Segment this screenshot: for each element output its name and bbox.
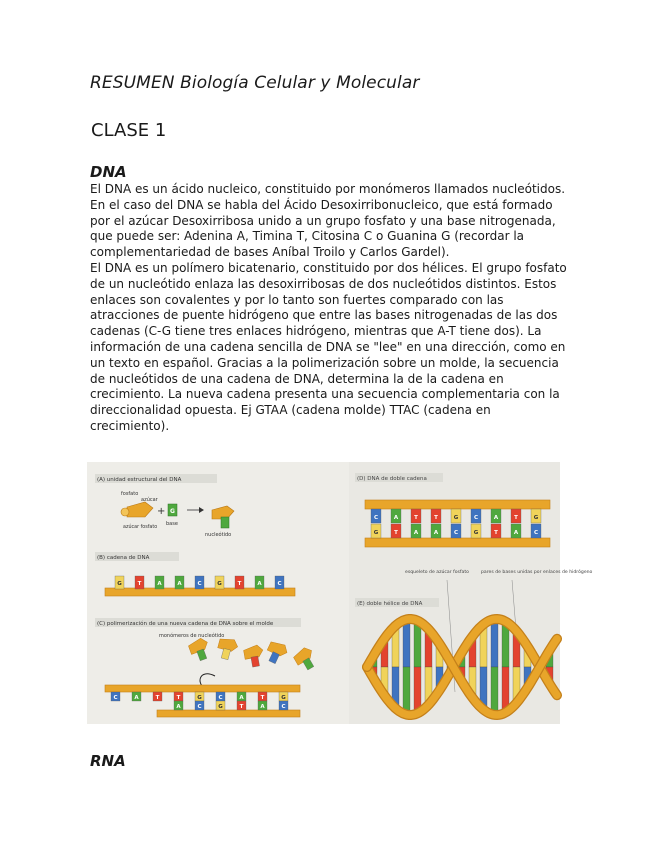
base-letter: T [137, 581, 142, 587]
base-letter: C [277, 581, 282, 587]
document-title: RESUMEN Biología Celular y Molecular [90, 73, 420, 93]
base-letter: C [113, 695, 118, 701]
nucleotide-base [221, 517, 229, 528]
base-letter: G [117, 581, 122, 587]
base-letter: A [493, 515, 499, 521]
paragraph-line: cadenas (C-G tiene tres enlaces hidrógeno, mientras que A-T tiene dos). La [90, 324, 542, 339]
bottom-backbone [365, 538, 550, 547]
base-letter: T [176, 695, 181, 701]
base-letter: G [218, 704, 223, 710]
paragraph-line: un texto en español. Gracias a la polimerización sobre un molde, la secuencia [90, 355, 559, 370]
base-letter: A [260, 704, 265, 710]
base-letter: T [494, 530, 498, 536]
esqueleto-label: esqueleto de azúcar fosfato [405, 570, 469, 575]
panel-e-label: (E) doble hélice de DNA [357, 601, 423, 607]
base-letter: G [473, 530, 479, 536]
paragraph-line: complementariedad de bases Aníbal Troilo y Carlos Gardel). [90, 245, 450, 260]
nucleotido-label: nucleótido [205, 532, 232, 538]
base-label: base [166, 521, 178, 527]
panel-a-label: (A) unidad estructural del DNA [97, 477, 182, 483]
strand-backbone [105, 588, 295, 596]
paragraph-line: por el azúcar Desoxirribosa unido a un grupo fosfato y una base nitrogenada, [90, 213, 556, 228]
base-letter: A [239, 695, 244, 701]
base-letter: C [197, 704, 202, 710]
base-letter: T [260, 695, 265, 701]
base-letter: C [533, 530, 539, 536]
base-letter: A [413, 530, 419, 536]
plus-sign: + [157, 506, 166, 517]
panel-c-label: (C) polimerización de una nueva cadena de DNA sobre el molde [97, 621, 274, 627]
base-letter: G [281, 695, 286, 701]
base-letter: G [373, 530, 379, 536]
base-letter: G [533, 515, 539, 521]
helix-base-lower [403, 667, 410, 714]
base-letter: A [134, 695, 139, 701]
base-letter: C [473, 515, 479, 521]
top-backbone [365, 500, 550, 509]
paragraph-line: crecimiento. La nueva cadena presenta una secuencia complementaria con la [90, 387, 560, 402]
fosfato-label: fosfato [121, 491, 139, 497]
pares-label: pares de bases unidas por enlaces de hidrógeno [481, 570, 593, 575]
azucar-fosfato-label: azúcar fosfato [123, 525, 158, 530]
azucar-label: azúcar [141, 497, 158, 503]
panel-b-label: (B) cadena de DNA [97, 555, 150, 561]
base-letter: G [453, 515, 459, 521]
dna-paragraph [90, 182, 565, 435]
template-backbone [105, 685, 300, 692]
base-letter: T [394, 530, 398, 536]
helix-base-upper [403, 620, 410, 667]
paragraph-line: crecimiento). [90, 418, 170, 433]
monomeros-label: monómeros de nucleótido [159, 633, 225, 639]
base-letter: T [155, 695, 160, 701]
paragraph-line: En el caso del DNA se habla del Ácido Desoxirribonucleico, que está formado [90, 197, 553, 212]
paragraph-line: enlaces son covalentes y por lo tanto son fuertes comparado con las [90, 292, 504, 307]
helix-base-lower [491, 667, 498, 715]
base-letter: T [434, 515, 438, 521]
base-letter: A [157, 581, 162, 587]
base-letter: A [513, 530, 519, 536]
base-letter: A [393, 515, 399, 521]
dna-figure-svg [87, 462, 593, 724]
helix-base-upper [491, 619, 498, 667]
base-letter: A [257, 581, 262, 587]
dna-structure-figure [87, 462, 593, 724]
monomer-base [251, 656, 260, 667]
paragraph-line: de un nucleótido enlaza las desoxirribosas de dos nucleótidos distintos. Estos [90, 276, 557, 291]
base-letter: C [453, 530, 459, 536]
base-letter: C [281, 704, 286, 710]
base-letter: C [218, 695, 223, 701]
dna-subheading: DNA [90, 163, 127, 181]
base-letter: T [239, 704, 244, 710]
base-letter: A [433, 530, 439, 536]
base-letter: T [514, 515, 518, 521]
base-letter: T [414, 515, 418, 521]
base-letter: A [177, 581, 182, 587]
paragraph-line: información de una cadena sencilla de DNA se "lee" en una dirección, como en [90, 339, 566, 354]
base-letter: C [373, 515, 379, 521]
base-letter: G [170, 508, 175, 515]
growing-backbone [157, 710, 300, 717]
paragraph-line: de nucleótidos de una cadena de DNA, determina la de la cadena en [90, 371, 504, 386]
paragraph-line: direccionalidad opuesta. Ej GTAA (cadena molde) TTAC (cadena en [90, 403, 491, 418]
base-letter: C [197, 581, 202, 587]
paragraph-line: atracciones de puente hidrógeno que entre las bases nitrogenadas de las dos [90, 308, 558, 323]
section-heading: CLASE 1 [91, 120, 167, 141]
phosphate-shape [121, 508, 129, 516]
rna-subheading: RNA [90, 752, 126, 770]
paragraph-line: El DNA es un ácido nucleico, constituido por monómeros llamados nucleótidos. [90, 182, 566, 196]
base-letter: G [197, 695, 202, 701]
base-letter: T [237, 581, 242, 587]
panel-d-label: (D) DNA de doble cadena [357, 476, 427, 482]
paragraph-line: El DNA es un polímero bicatenario, constituido por dos hélices. El grupo fosfato [90, 260, 567, 275]
base-letter: G [217, 581, 222, 587]
paragraph-line: que puede ser: Adenina A, Timina T, Citosina C o Guanina G (recordar la [90, 229, 525, 244]
base-letter: A [176, 704, 181, 710]
